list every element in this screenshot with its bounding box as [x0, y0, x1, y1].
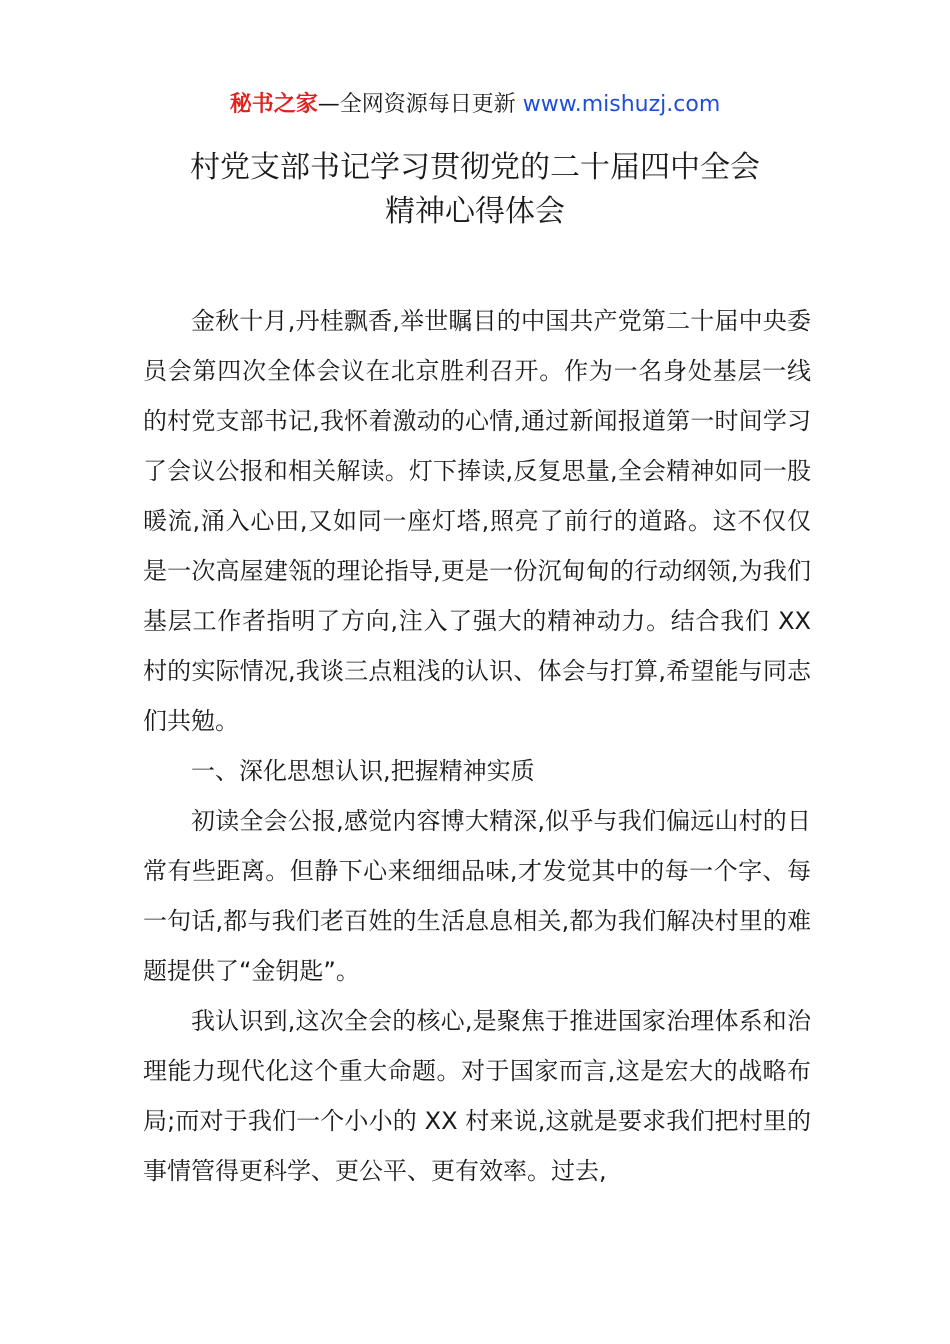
section-heading-1: 一、深化思想认识,把握精神实质 — [191, 757, 535, 785]
paragraph-section1-b: 我认识到,这次全会的核心,是聚焦于推进国家治理体系和治理能力现代化这个重大命题。对于国家而言,这是宏大的战略布局;而对于我们一个小小的 XX 村来说,这就是要求我们把村里的事情管得更科学、更公平、更有效率。过去, — [143, 1007, 811, 1185]
site-header — [0, 88, 950, 122]
paragraph-intro: 金秋十月,丹桂飘香,举世瞩目的中国共产党第二十届中央委员会第四次全体会议在北京胜利召开。作为一名身处基层一线的村党支部书记,我怀着激动的心情,通过新闻报道第一时间学习了会议公报和相关解读。灯下捧读,反复思量,全会精神如同一股暖流,涌入心田,又如同一座灯塔,照亮了前行的道路。这不仅仅是一次高屋建瓴的理论指导,更是一份沉甸甸的行动纲领,为我们基层工作者指明了方向,注入了强大的精神动力。结合我们 XX 村的实际情况,我谈三点粗浅的认识、体会与打算,希望能与同志们共勉。 — [143, 307, 811, 735]
paragraph-section1-a: 初读全会公报,感觉内容博大精深,似乎与我们偏远山村的日常有些距离。但静下心来细细品味,才发觉其中的每一个字、每一句话,都与我们老百姓的生活息息相关,都为我们解决村里的难题提供了“金钥匙”。 — [143, 807, 811, 985]
title-line-1: 村党支部书记学习贯彻党的二十届四中全会 — [190, 150, 760, 185]
document-body — [143, 296, 811, 1196]
document-title — [0, 146, 950, 234]
site-url-link[interactable]: www.mishuzj.com — [522, 92, 721, 117]
header-slogan: —全网资源每日更新 — [317, 92, 523, 117]
brand-name: 秘书之家 — [229, 92, 318, 117]
title-line-2: 精神心得体会 — [385, 194, 565, 229]
